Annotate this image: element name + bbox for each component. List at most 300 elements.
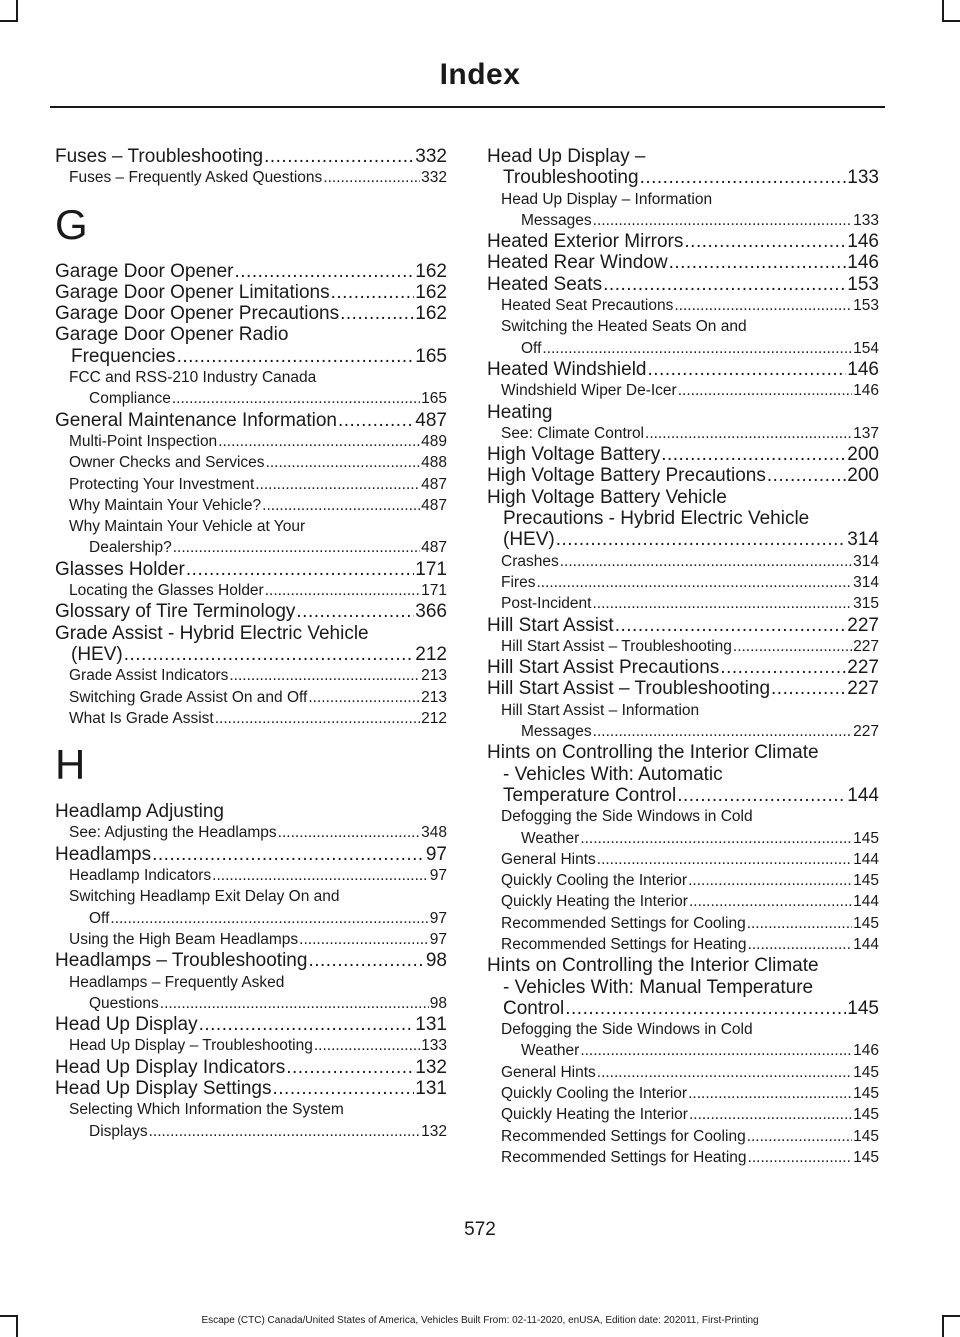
dot-leader (286, 1057, 414, 1078)
page-reference[interactable]: 162 (415, 303, 447, 325)
index-entry[interactable] (487, 444, 879, 465)
index-subentry[interactable] (55, 495, 447, 516)
page-reference[interactable]: 227 (847, 614, 879, 636)
index-entry[interactable] (55, 261, 447, 282)
page-reference[interactable]: 146 (853, 382, 879, 400)
index-entry[interactable] (55, 410, 447, 431)
dot-leader (640, 167, 847, 188)
page-reference[interactable]: 212 (415, 643, 447, 665)
page-reference[interactable]: 98 (425, 950, 447, 972)
dot-leader (748, 1147, 853, 1168)
index-subentry[interactable] (487, 316, 879, 359)
entry-text: General Hints (501, 850, 596, 868)
page-reference[interactable]: 131 (415, 1077, 447, 1099)
entry-text: Hill Start Assist – Troubleshooting (487, 678, 771, 700)
entry-text: Quickly Heating the Interior (501, 893, 688, 911)
page-reference[interactable]: 145 (853, 914, 879, 932)
dot-leader (720, 657, 846, 678)
entry-line (55, 282, 447, 303)
entry-text: High Voltage Battery Vehicle (487, 486, 727, 508)
dot-leader (597, 849, 852, 870)
entry-line (487, 231, 879, 252)
entry-line (55, 559, 447, 580)
dot-leader (323, 167, 420, 188)
entry-line (501, 891, 879, 912)
index-subentry[interactable] (55, 665, 447, 686)
entry-text: Multi-Point Inspection (69, 432, 218, 450)
page-reference[interactable]: 171 (421, 582, 447, 600)
dot-leader (177, 346, 415, 367)
entry-text: See: Climate Control (501, 424, 645, 442)
page-reference[interactable]: 133 (421, 1037, 447, 1055)
index-entry[interactable] (55, 1078, 447, 1099)
page-number: 572 (464, 1219, 496, 1240)
entry-text: General Maintenance Information (55, 409, 337, 431)
entry-text: Headlamp Adjusting (55, 801, 224, 823)
entry-line (501, 1040, 879, 1061)
entry-line (55, 644, 447, 665)
entry-text: Compliance (89, 390, 171, 408)
index-entry[interactable] (55, 950, 447, 971)
entry-text: General Hints (501, 1063, 596, 1081)
dot-leader (296, 601, 414, 622)
dot-leader (542, 338, 852, 359)
page-reference[interactable]: 488 (421, 454, 447, 472)
index-entry[interactable] (487, 955, 879, 1019)
page-reference[interactable]: 145 (853, 1063, 879, 1081)
dot-leader (592, 593, 852, 614)
title-divider (50, 106, 885, 108)
index-subentry[interactable] (487, 551, 879, 572)
dot-leader (273, 1078, 415, 1099)
index-subentry[interactable] (487, 1126, 879, 1147)
page-reference[interactable]: 227 (847, 678, 879, 700)
dot-leader (556, 529, 847, 550)
page-reference[interactable]: 366 (415, 601, 447, 623)
page-reference[interactable]: 144 (847, 784, 879, 806)
dot-leader (748, 934, 853, 955)
entry-text: Windshield Wiper De-Icer (501, 382, 677, 400)
index-column-right (487, 146, 879, 1168)
index-subentry[interactable] (487, 572, 879, 593)
entry-text: Precautions - Hybrid Electric Vehicle (503, 508, 810, 530)
index-entry[interactable] (487, 615, 879, 636)
page-reference[interactable]: 487 (421, 539, 447, 557)
page-reference[interactable]: 154 (853, 339, 879, 357)
dot-leader (255, 474, 420, 495)
index-subentry[interactable] (55, 1099, 447, 1142)
entry-text: Using the High Beam Headlamps (69, 930, 299, 948)
index-entry[interactable] (487, 274, 879, 295)
entry-line (501, 295, 879, 316)
entry-text: Heated Windshield (487, 358, 647, 380)
index-entry[interactable] (487, 742, 879, 806)
index-entry[interactable] (55, 801, 447, 822)
index-entry[interactable] (487, 678, 879, 699)
index-subentry[interactable] (55, 1035, 447, 1056)
index-entry[interactable] (55, 1014, 447, 1035)
page-reference[interactable]: 146 (847, 231, 879, 253)
dot-leader (199, 1014, 415, 1035)
entry-text: Hill Start Assist – Troubleshooting (501, 637, 732, 655)
page-reference[interactable]: 213 (421, 688, 447, 706)
page-reference[interactable]: 227 (853, 637, 879, 655)
entry-text: Weather (521, 829, 580, 847)
entry-text: Garage Door Opener (55, 260, 234, 282)
index-subentry[interactable] (487, 1019, 879, 1062)
index-entry[interactable] (487, 657, 879, 678)
dot-leader (124, 644, 415, 665)
page-reference[interactable]: 98 (429, 994, 447, 1012)
page-reference[interactable]: 162 (415, 281, 447, 303)
entry-line (69, 452, 447, 473)
index-subentry[interactable] (487, 849, 879, 870)
entry-line (487, 465, 879, 486)
entry-text: Hints on Controlling the Interior Climate (487, 955, 819, 977)
entry-line (69, 580, 447, 601)
page-reference[interactable]: 489 (421, 432, 447, 450)
dot-leader (110, 908, 428, 929)
entry-line (55, 950, 447, 971)
entry-text: Crashes (501, 552, 559, 570)
entry-text: Garage Door Opener Limitations (55, 281, 330, 303)
index-entry[interactable] (487, 231, 879, 252)
page-reference[interactable]: 131 (415, 1014, 447, 1036)
index-entry[interactable] (55, 623, 447, 666)
entry-text: Glasses Holder (55, 558, 185, 580)
index-subentry[interactable] (487, 1104, 879, 1125)
dot-leader (684, 231, 846, 252)
index-entry[interactable] (55, 324, 447, 367)
entry-text: Off (89, 909, 110, 927)
dot-leader (229, 665, 420, 686)
index-section-letter: G (55, 200, 88, 248)
page-reference[interactable]: 314 (853, 573, 879, 591)
dot-leader (767, 465, 846, 486)
index-subentry[interactable] (487, 1062, 879, 1083)
entry-text: Heated Seat Precautions (501, 297, 674, 315)
entry-text: (HEV) (71, 643, 123, 665)
index-subentry[interactable] (487, 934, 879, 955)
page-reference[interactable]: 165 (415, 345, 447, 367)
crop-mark-top-left-v (16, 0, 18, 22)
dot-leader (560, 551, 852, 572)
dot-leader (688, 1083, 852, 1104)
dot-leader (678, 380, 852, 401)
dot-leader (661, 444, 846, 465)
index-entry[interactable] (55, 559, 447, 580)
entry-line (501, 338, 879, 359)
index-subentry[interactable] (55, 929, 447, 950)
crop-mark-top-right-h (942, 20, 960, 22)
entry-text: Heated Exterior Mirrors (487, 231, 684, 253)
index-subentry[interactable] (55, 580, 447, 601)
page-reference[interactable]: 332 (421, 169, 447, 187)
index-subentry[interactable] (487, 189, 879, 232)
dot-leader (603, 274, 846, 295)
footer-edition-info: Escape (CTC) Canada/United States of America, Vehicles Built From: 02-11-2020, enUSA, Edition date: 202011, First-Printing (201, 1315, 759, 1326)
page-reference[interactable]: 165 (421, 390, 447, 408)
entry-text: Questions (89, 994, 159, 1012)
page-reference[interactable]: 213 (421, 667, 447, 685)
dot-leader (314, 1035, 420, 1056)
index-subentry[interactable] (55, 687, 447, 708)
index-entry[interactable] (55, 601, 447, 622)
entry-line (501, 1126, 879, 1147)
entry-text: Recommended Settings for Heating (501, 1148, 747, 1166)
page-reference[interactable]: 146 (847, 358, 879, 380)
page-reference[interactable]: 314 (853, 552, 879, 570)
page-reference[interactable]: 212 (421, 709, 447, 727)
dot-leader (340, 303, 414, 324)
dot-leader (565, 998, 846, 1019)
entry-line (69, 1035, 447, 1056)
page-reference[interactable]: 146 (853, 1042, 879, 1060)
page-reference[interactable]: 144 (853, 935, 879, 953)
dot-leader (597, 1062, 852, 1083)
index-subentry[interactable] (487, 1147, 879, 1168)
index-subentry[interactable] (487, 806, 879, 849)
entry-text: Messages (521, 211, 592, 229)
entry-line (55, 844, 447, 865)
dot-leader (299, 929, 429, 950)
page-reference[interactable]: 487 (415, 409, 447, 431)
entry-line (69, 708, 447, 729)
index-subentry[interactable] (55, 167, 447, 188)
dot-leader (160, 993, 429, 1014)
page-reference[interactable]: 314 (847, 529, 879, 551)
index-subentry[interactable] (55, 452, 447, 473)
dot-leader (615, 615, 847, 636)
dot-leader (266, 452, 421, 473)
page-reference[interactable]: 97 (425, 843, 447, 865)
page-reference[interactable]: 145 (853, 829, 879, 847)
page-reference[interactable]: 132 (415, 1056, 447, 1078)
index-subentry[interactable] (55, 886, 447, 929)
index-subentry[interactable] (487, 1083, 879, 1104)
dot-leader (593, 721, 852, 742)
entry-line (487, 615, 879, 636)
entry-line (501, 572, 879, 593)
entry-line (69, 431, 447, 452)
page-reference[interactable]: 227 (847, 657, 879, 679)
dot-leader (235, 261, 415, 282)
dot-leader (688, 870, 852, 891)
entry-line (55, 1057, 447, 1078)
dot-leader (278, 822, 420, 843)
page-reference[interactable]: 487 (421, 496, 447, 514)
entry-text: Owner Checks and Services (69, 454, 265, 472)
page-reference[interactable]: 145 (853, 1106, 879, 1124)
entry-text: Heated Seats (487, 273, 603, 295)
index-subentry[interactable] (487, 913, 879, 934)
index-subentry[interactable] (55, 972, 447, 1015)
index-entry[interactable] (487, 487, 879, 551)
dot-leader (580, 1040, 852, 1061)
entry-line (501, 849, 879, 870)
entry-line (487, 167, 879, 188)
dot-leader (218, 431, 420, 452)
entry-text: Fuses – Troubleshooting (55, 146, 264, 167)
page-reference[interactable]: 145 (853, 1127, 879, 1145)
page-reference[interactable]: 200 (847, 465, 879, 487)
entry-text: Temperature Control (503, 784, 677, 806)
dot-leader (747, 1126, 852, 1147)
entry-line (501, 828, 879, 849)
entry-line (55, 601, 447, 622)
dot-leader (536, 572, 852, 593)
index-entry[interactable] (487, 465, 879, 486)
dot-leader (338, 410, 414, 431)
index-subentry[interactable] (487, 636, 879, 657)
entry-text: Head Up Display – Troubleshooting (69, 1037, 313, 1055)
page-reference[interactable]: 145 (853, 1085, 879, 1103)
index-section-letter: H (55, 741, 86, 789)
entry-line (55, 261, 447, 282)
dot-leader (186, 559, 414, 580)
page-reference[interactable]: 332 (415, 146, 447, 167)
page-reference[interactable]: 132 (421, 1122, 447, 1140)
page-reference[interactable]: 97 (429, 867, 447, 885)
page-reference[interactable]: 145 (847, 997, 879, 1019)
entry-line (501, 423, 879, 444)
index-entry[interactable] (55, 303, 447, 324)
index-entry[interactable] (487, 402, 879, 423)
dot-leader (593, 210, 852, 231)
page-reference[interactable]: 153 (847, 273, 879, 295)
page-reference[interactable]: 227 (853, 723, 879, 741)
page-reference[interactable]: 348 (421, 824, 447, 842)
index-entry[interactable] (55, 282, 447, 303)
index-entry[interactable] (487, 252, 879, 273)
dot-leader (747, 913, 852, 934)
entry-text: FCC and RSS-210 Industry Canada (69, 369, 317, 387)
page-reference[interactable]: 315 (853, 595, 879, 613)
entry-line (69, 537, 447, 558)
page-reference[interactable]: 153 (853, 297, 879, 315)
entry-line (69, 474, 447, 495)
page-reference[interactable]: 137 (853, 424, 879, 442)
page-reference[interactable]: 145 (853, 1148, 879, 1166)
entry-text: High Voltage Battery Precautions (487, 465, 766, 487)
index-entry[interactable] (55, 844, 447, 865)
index-subentry[interactable] (487, 380, 879, 401)
index-entry[interactable] (487, 146, 879, 189)
index-subentry[interactable] (487, 700, 879, 743)
entry-text: Selecting Which Information the System (69, 1101, 344, 1119)
page-reference[interactable]: 162 (415, 260, 447, 282)
dot-leader (172, 388, 420, 409)
index-subentry[interactable] (487, 423, 879, 444)
entry-line (501, 913, 879, 934)
entry-line (501, 593, 879, 614)
page-reference[interactable]: 97 (429, 909, 447, 927)
index-subentry[interactable] (55, 367, 447, 410)
index-subentry[interactable] (55, 474, 447, 495)
entry-line (69, 865, 447, 886)
entry-line (487, 657, 879, 678)
index-subentry[interactable] (487, 593, 879, 614)
dot-leader (331, 282, 415, 303)
index-subentry[interactable] (55, 516, 447, 559)
entry-text: Head Up Display – Information (501, 190, 713, 208)
index-subentry[interactable] (487, 295, 879, 316)
page-reference[interactable]: 133 (853, 211, 879, 229)
entry-text: Headlamp Indicators (69, 867, 212, 885)
entry-line (501, 380, 879, 401)
dot-leader (308, 687, 420, 708)
entry-line (69, 822, 447, 843)
entry-line (487, 785, 879, 806)
entry-text: Switching Grade Assist On and Off (69, 688, 308, 706)
entry-text: Fires (501, 573, 536, 591)
entry-text: (HEV) (503, 529, 555, 551)
entry-text: Frequencies (71, 345, 176, 367)
dot-leader (645, 423, 852, 444)
index-subentry[interactable] (487, 891, 879, 912)
entry-text: High Voltage Battery (487, 444, 661, 466)
dot-leader (771, 678, 846, 699)
page-reference[interactable]: 487 (421, 475, 447, 493)
entry-text: Defogging the Side Windows in Cold (501, 1021, 753, 1039)
entry-text: Hill Start Assist – Information (501, 701, 700, 719)
dot-leader (308, 950, 424, 971)
dot-leader (173, 537, 420, 558)
entry-text: Why Maintain Your Vehicle? (69, 496, 262, 514)
page-reference[interactable]: 144 (853, 850, 879, 868)
index-subentry[interactable] (55, 708, 447, 729)
page-reference[interactable]: 97 (429, 930, 447, 948)
entry-text: Headlamps (55, 843, 152, 865)
entry-line (69, 1121, 447, 1142)
page-reference[interactable]: 146 (847, 252, 879, 274)
dot-leader (215, 708, 420, 729)
entry-line (501, 1062, 879, 1083)
entry-line (69, 388, 447, 409)
entry-line (55, 1078, 447, 1099)
entry-text: Quickly Cooling the Interior (501, 1085, 688, 1103)
entry-line (69, 929, 447, 950)
page-reference[interactable]: 144 (853, 893, 879, 911)
entry-text: Grade Assist - Hybrid Electric Vehicle (55, 622, 369, 644)
index-entry[interactable] (487, 359, 879, 380)
dot-leader (669, 252, 847, 273)
entry-line (501, 934, 879, 955)
index-entry[interactable] (55, 1057, 447, 1078)
entry-text: Locating the Glasses Holder (69, 582, 264, 600)
page-reference[interactable]: 200 (847, 444, 879, 466)
entry-text: - Vehicles With: Manual Temperature (503, 976, 814, 998)
index-subentry[interactable] (55, 865, 447, 886)
entry-text: Defogging the Side Windows in Cold (501, 808, 753, 826)
page-reference[interactable]: 133 (847, 167, 879, 189)
index-subentry[interactable] (55, 822, 447, 843)
crop-mark-top-left-h (0, 20, 18, 22)
entry-text: Weather (521, 1042, 580, 1060)
entry-text: Heated Rear Window (487, 252, 668, 274)
page-reference[interactable]: 171 (415, 558, 447, 580)
entry-line (55, 303, 447, 324)
entry-line (501, 1147, 879, 1168)
entry-line (487, 274, 879, 295)
entry-text: Garage Door Opener Radio (55, 324, 289, 346)
index-subentry[interactable] (487, 870, 879, 891)
index-subentry[interactable] (55, 431, 447, 452)
page-reference[interactable]: 145 (853, 872, 879, 890)
index-entry[interactable] (55, 146, 447, 167)
entry-text: - Vehicles With: Automatic (503, 763, 723, 785)
entry-line (55, 346, 447, 367)
